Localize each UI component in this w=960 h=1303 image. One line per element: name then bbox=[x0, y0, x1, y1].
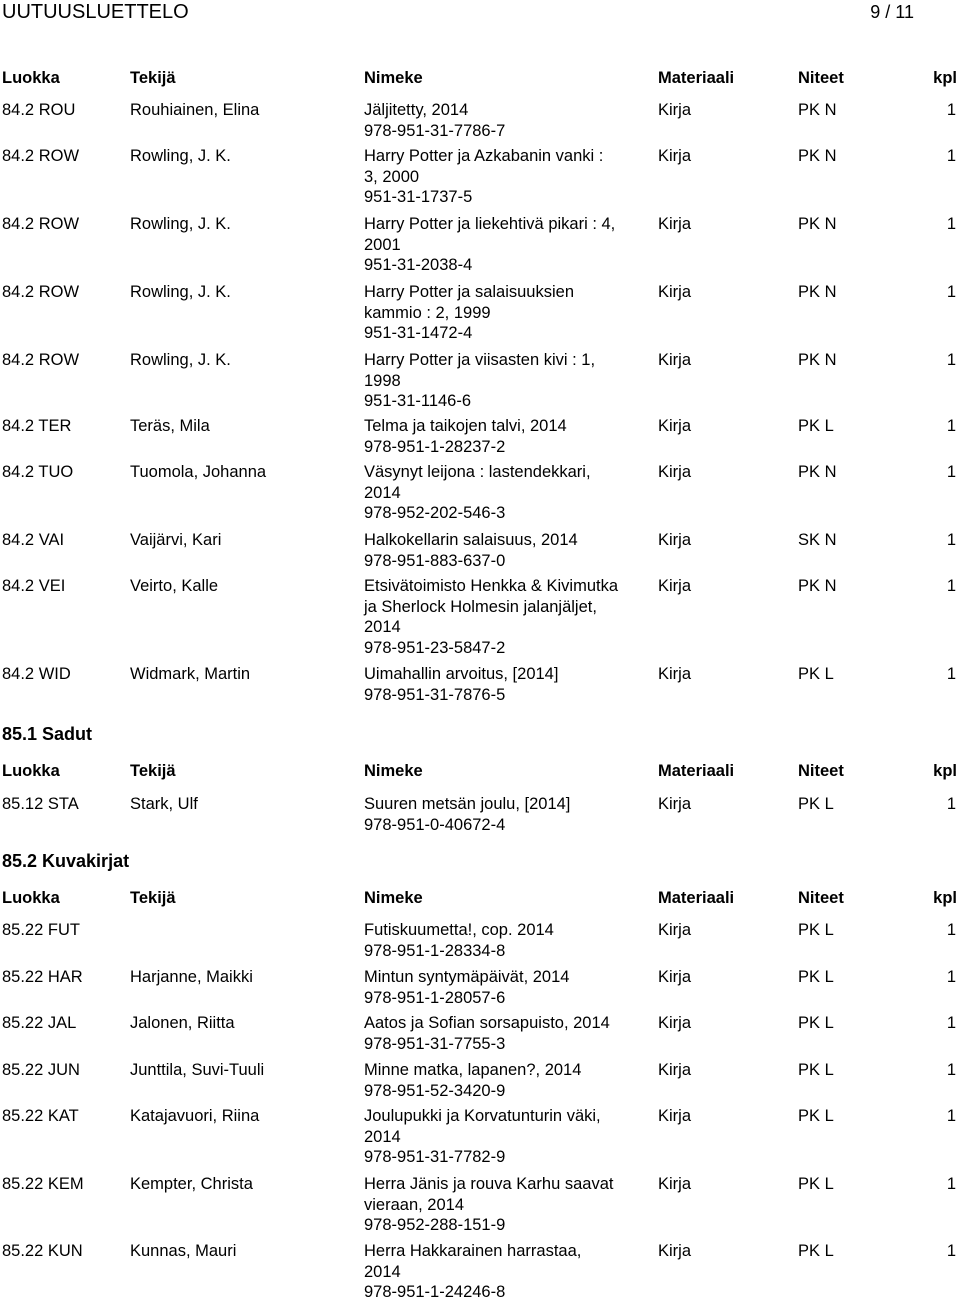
nimeke-line: Harry Potter ja Azkabanin vanki : bbox=[364, 147, 604, 165]
cell-tekija: Junttila, Suvi-Tuuli bbox=[130, 1061, 265, 1079]
cell-nimeke bbox=[364, 530, 654, 571]
nimeke-line: 978-951-883-637-0 bbox=[364, 551, 506, 570]
cell-kpl: 1 bbox=[946, 968, 956, 986]
nimeke-line: 978-952-288-151-9 bbox=[364, 1216, 506, 1234]
nimeke-line: Futiskuumetta!, cop. 2014 bbox=[364, 921, 554, 939]
column-header-luokka: Luokka bbox=[2, 69, 60, 87]
nimeke-line: vieraan, 2014 bbox=[364, 1195, 464, 1214]
cell-materiaali: Kirja bbox=[658, 531, 692, 549]
page-header bbox=[0, 0, 960, 24]
cell-kpl: 1 bbox=[946, 795, 956, 813]
cell-tekija: Vaijärvi, Kari bbox=[130, 531, 222, 549]
nimeke-line: 978-951-1-28057-6 bbox=[364, 988, 506, 1007]
cell-materiaali: Kirja bbox=[658, 463, 692, 481]
table-header bbox=[0, 887, 960, 909]
cell-luokka: 84.2 ROU bbox=[2, 101, 76, 119]
cell-nimeke bbox=[364, 350, 654, 412]
cell-nimeke bbox=[364, 1174, 654, 1236]
column-header-nimeke: Nimeke bbox=[364, 889, 423, 907]
column-header-luokka: Luokka bbox=[2, 889, 60, 907]
cell-nimeke bbox=[364, 664, 654, 705]
cell-nimeke bbox=[364, 462, 654, 524]
cell-niteet: PK L bbox=[798, 1107, 834, 1125]
cell-nimeke bbox=[364, 282, 654, 344]
cell-kpl: 1 bbox=[946, 577, 956, 595]
cell-luokka: 84.2 ROW bbox=[2, 283, 80, 301]
cell-niteet: PK N bbox=[798, 101, 837, 119]
cell-niteet: PK N bbox=[798, 463, 837, 481]
cell-materiaali: Kirja bbox=[658, 215, 692, 233]
cell-materiaali: Kirja bbox=[658, 795, 692, 813]
nimeke-line: 951-31-1472-4 bbox=[364, 324, 473, 342]
cell-kpl: 1 bbox=[946, 921, 956, 939]
cell-kpl: 1 bbox=[946, 1175, 956, 1193]
cell-tekija: Rowling, J. K. bbox=[130, 351, 231, 369]
cell-tekija: Jalonen, Riitta bbox=[130, 1014, 235, 1032]
cell-nimeke bbox=[364, 416, 654, 457]
nimeke-line: 2001 bbox=[364, 235, 401, 254]
cell-niteet: PK L bbox=[798, 921, 834, 939]
nimeke-line: 2014 bbox=[364, 618, 401, 636]
nimeke-line: Mintun syntymäpäivät, 2014 bbox=[364, 968, 570, 986]
cell-luokka: 84.2 VEI bbox=[2, 577, 66, 595]
cell-materiaali: Kirja bbox=[658, 1175, 692, 1193]
column-header-kpl: kpl bbox=[933, 762, 957, 780]
page-number: 9 / 11 bbox=[870, 2, 914, 22]
cell-niteet: PK N bbox=[798, 215, 837, 233]
cell-luokka: 85.22 KAT bbox=[2, 1107, 79, 1125]
cell-kpl: 1 bbox=[946, 147, 956, 165]
nimeke-line: Halkokellarin salaisuus, 2014 bbox=[364, 531, 578, 549]
cell-materiaali: Kirja bbox=[658, 1242, 692, 1260]
column-header-tekija: Tekijä bbox=[130, 69, 176, 87]
column-header-niteet: Niteet bbox=[798, 69, 844, 87]
cell-kpl: 1 bbox=[946, 283, 956, 301]
nimeke-line: 978-951-23-5847-2 bbox=[364, 638, 506, 657]
nimeke-line: Suuren metsän joulu, [2014] bbox=[364, 795, 571, 813]
cell-kpl: 1 bbox=[946, 463, 956, 481]
cell-tekija: Veirto, Kalle bbox=[130, 577, 219, 595]
nimeke-line: 1998 bbox=[364, 371, 401, 390]
cell-kpl: 1 bbox=[946, 1242, 956, 1260]
cell-luokka: 84.2 TER bbox=[2, 417, 72, 435]
cell-luokka: 84.2 TUO bbox=[2, 463, 74, 481]
nimeke-line: 978-951-31-7786-7 bbox=[364, 121, 506, 140]
cell-materiaali: Kirja bbox=[658, 968, 692, 986]
cell-kpl: 1 bbox=[946, 1061, 956, 1079]
nimeke-line: Uimahallin arvoitus, [2014] bbox=[364, 665, 559, 683]
nimeke-line: Harry Potter ja liekehtivä pikari : 4, bbox=[364, 215, 616, 233]
nimeke-line: 2014 bbox=[364, 483, 401, 502]
cell-tekija: Katajavuori, Riina bbox=[130, 1107, 260, 1125]
cell-nimeke bbox=[364, 794, 654, 835]
nimeke-line: Aatos ja Sofian sorsapuisto, 2014 bbox=[364, 1014, 610, 1032]
cell-nimeke bbox=[364, 576, 654, 658]
cell-nimeke bbox=[364, 1241, 654, 1303]
cell-luokka: 84.2 WID bbox=[2, 665, 71, 683]
nimeke-line: 978-951-1-28334-8 bbox=[364, 941, 506, 960]
cell-niteet: PK N bbox=[798, 283, 837, 301]
cell-kpl: 1 bbox=[946, 215, 956, 233]
nimeke-line: Herra Hakkarainen harrastaa, bbox=[364, 1242, 582, 1260]
cell-kpl: 1 bbox=[946, 531, 956, 549]
column-header-nimeke: Nimeke bbox=[364, 762, 423, 780]
nimeke-line: Väsynyt leijona : lastendekkari, bbox=[364, 463, 591, 481]
cell-tekija: Teräs, Mila bbox=[130, 417, 210, 435]
cell-nimeke bbox=[364, 100, 654, 141]
cell-materiaali: Kirja bbox=[658, 417, 692, 435]
column-header-materiaali: Materiaali bbox=[658, 762, 735, 780]
cell-niteet: PK L bbox=[798, 417, 834, 435]
cell-niteet: PK L bbox=[798, 795, 834, 813]
nimeke-line: kammio : 2, 1999 bbox=[364, 303, 491, 322]
nimeke-line: Jäljitetty, 2014 bbox=[364, 101, 469, 119]
cell-materiaali: Kirja bbox=[658, 1107, 692, 1125]
cell-tekija: Widmark, Martin bbox=[130, 665, 251, 683]
nimeke-line: 978-951-31-7782-9 bbox=[364, 1148, 506, 1166]
column-header-kpl: kpl bbox=[933, 889, 957, 907]
cell-tekija: Stark, Ulf bbox=[130, 795, 198, 813]
cell-tekija: Kunnas, Mauri bbox=[130, 1242, 237, 1260]
cell-niteet: SK N bbox=[798, 531, 837, 549]
cell-kpl: 1 bbox=[946, 665, 956, 683]
cell-nimeke bbox=[364, 214, 654, 276]
cell-materiaali: Kirja bbox=[658, 101, 692, 119]
cell-nimeke bbox=[364, 1013, 654, 1054]
cell-materiaali: Kirja bbox=[658, 283, 692, 301]
cell-kpl: 1 bbox=[946, 351, 956, 369]
cell-niteet: PK N bbox=[798, 577, 837, 595]
cell-niteet: PK L bbox=[798, 1242, 834, 1260]
nimeke-line: 978-951-1-28237-2 bbox=[364, 437, 506, 456]
cell-luokka: 84.2 ROW bbox=[2, 215, 80, 233]
cell-luokka: 84.2 VAI bbox=[2, 531, 65, 549]
nimeke-line: 978-951-31-7876-5 bbox=[364, 685, 506, 704]
nimeke-line: 978-951-31-7755-3 bbox=[364, 1034, 506, 1053]
nimeke-line: Joulupukki ja Korvatunturin väki, bbox=[364, 1107, 601, 1125]
nimeke-line: Telma ja taikojen talvi, 2014 bbox=[364, 417, 567, 435]
cell-tekija: Kempter, Christa bbox=[130, 1175, 253, 1193]
cell-niteet: PK L bbox=[798, 1175, 834, 1193]
cell-materiaali: Kirja bbox=[658, 1061, 692, 1079]
nimeke-line: 978-951-0-40672-4 bbox=[364, 815, 506, 834]
cell-materiaali: Kirja bbox=[658, 665, 692, 683]
nimeke-line: 951-31-1737-5 bbox=[364, 188, 473, 206]
column-header-kpl: kpl bbox=[933, 69, 957, 87]
cell-kpl: 1 bbox=[946, 1014, 956, 1032]
cell-luokka: 85.22 HAR bbox=[2, 968, 83, 986]
column-header-niteet: Niteet bbox=[798, 889, 844, 907]
nimeke-line: 978-951-52-3420-9 bbox=[364, 1081, 506, 1100]
cell-niteet: PK L bbox=[798, 665, 834, 683]
cell-tekija: Harjanne, Maikki bbox=[130, 968, 253, 986]
cell-nimeke bbox=[364, 967, 654, 1008]
section-title: 85.2 Kuvakirjat bbox=[2, 851, 130, 871]
cell-nimeke bbox=[364, 146, 654, 208]
nimeke-line: 2014 bbox=[364, 1262, 401, 1281]
column-header-niteet: Niteet bbox=[798, 762, 844, 780]
nimeke-line: 2014 bbox=[364, 1127, 401, 1146]
column-header-materiaali: Materiaali bbox=[658, 69, 735, 87]
nimeke-line: 978-951-1-24246-8 bbox=[364, 1283, 506, 1301]
section-title: 85.1 Sadut bbox=[2, 724, 93, 744]
cell-materiaali: Kirja bbox=[658, 1014, 692, 1032]
cell-luokka: 85.22 JAL bbox=[2, 1014, 77, 1032]
cell-kpl: 1 bbox=[946, 417, 956, 435]
cell-luokka: 85.22 FUT bbox=[2, 921, 80, 939]
cell-nimeke bbox=[364, 920, 654, 961]
table-header bbox=[0, 67, 960, 89]
nimeke-line: 951-31-2038-4 bbox=[364, 256, 473, 274]
nimeke-line: Etsivätoimisto Henkka & Kivimutka bbox=[364, 577, 619, 595]
cell-niteet: PK L bbox=[798, 1061, 834, 1079]
column-header-materiaali: Materiaali bbox=[658, 889, 735, 907]
cell-tekija: Rowling, J. K. bbox=[130, 215, 231, 233]
cell-niteet: PK L bbox=[798, 1014, 834, 1032]
cell-niteet: PK N bbox=[798, 351, 837, 369]
cell-kpl: 1 bbox=[946, 1107, 956, 1125]
column-header-nimeke: Nimeke bbox=[364, 69, 423, 87]
cell-materiaali: Kirja bbox=[658, 921, 692, 939]
table-header bbox=[0, 760, 960, 782]
cell-niteet: PK L bbox=[798, 968, 834, 986]
nimeke-line: 978-952-202-546-3 bbox=[364, 504, 506, 522]
cell-luokka: 85.22 KUN bbox=[2, 1242, 83, 1260]
cell-luokka: 85.12 STA bbox=[2, 795, 79, 813]
cell-kpl: 1 bbox=[946, 101, 956, 119]
cell-niteet: PK N bbox=[798, 147, 837, 165]
cell-luokka: 84.2 ROW bbox=[2, 147, 80, 165]
cell-materiaali: Kirja bbox=[658, 147, 692, 165]
cell-nimeke bbox=[364, 1106, 654, 1168]
nimeke-line: 3, 2000 bbox=[364, 167, 420, 186]
document-title: UUTUUSLUETTELO bbox=[2, 1, 189, 23]
cell-tekija: Rowling, J. K. bbox=[130, 283, 231, 301]
column-header-luokka: Luokka bbox=[2, 762, 60, 780]
nimeke-line: Harry Potter ja viisasten kivi : 1, bbox=[364, 351, 596, 369]
cell-tekija: Tuomola, Johanna bbox=[130, 463, 267, 481]
nimeke-line: Harry Potter ja salaisuuksien bbox=[364, 283, 575, 301]
cell-tekija: Rowling, J. K. bbox=[130, 147, 231, 165]
cell-luokka: 85.22 JUN bbox=[2, 1061, 80, 1079]
nimeke-line: Herra Jänis ja rouva Karhu saavat bbox=[364, 1175, 614, 1193]
cell-luokka: 84.2 ROW bbox=[2, 351, 80, 369]
cell-materiaali: Kirja bbox=[658, 577, 692, 595]
nimeke-line: ja Sherlock Holmesin jalanjäljet, bbox=[364, 597, 597, 616]
cell-nimeke bbox=[364, 1060, 654, 1101]
cell-materiaali: Kirja bbox=[658, 351, 692, 369]
nimeke-line: 951-31-1146-6 bbox=[364, 392, 472, 410]
cell-tekija: Rouhiainen, Elina bbox=[130, 101, 260, 119]
cell-luokka: 85.22 KEM bbox=[2, 1175, 84, 1193]
nimeke-line: Minne matka, lapanen?, 2014 bbox=[364, 1061, 582, 1079]
column-header-tekija: Tekijä bbox=[130, 762, 176, 780]
column-header-tekija: Tekijä bbox=[130, 889, 176, 907]
